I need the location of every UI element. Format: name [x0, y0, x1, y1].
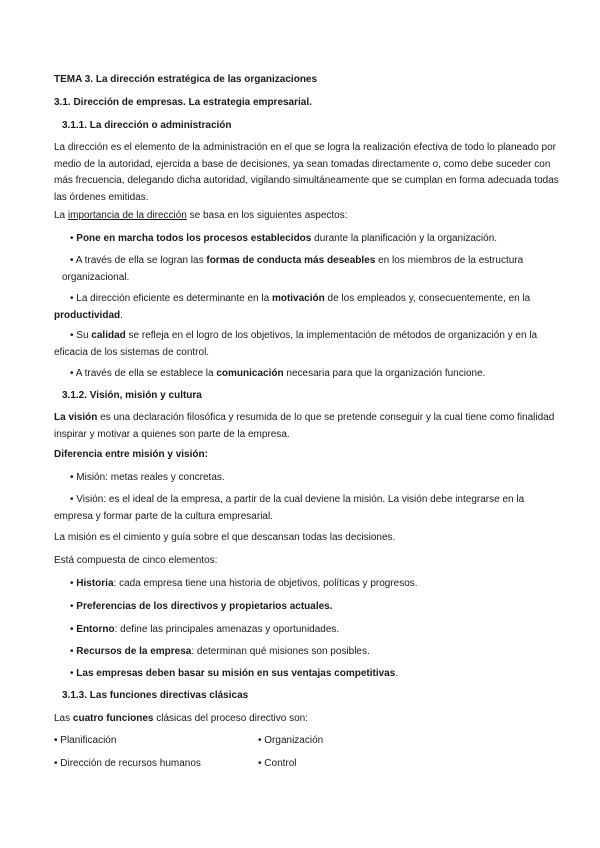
list-item: • Visión: es el ideal de la empresa, a partir de la cual deviene la misión. La visión debe integrarse en la empresa y formar parte de la cultura empresarial. — [54, 494, 525, 522]
list-item: • Recursos de la empresa: determinan qué misiones son posibles. — [70, 646, 370, 657]
paragraph: La misión es el cimiento y guía sobre el que descansan todas las decisiones. — [54, 532, 396, 543]
subsection-heading: 3.1.3. Las funciones directivas clásicas — [62, 690, 249, 701]
list-item: • Misión: metas reales y concretas. — [70, 472, 225, 483]
list-item: • Control — [258, 758, 297, 769]
list-item: • A través de ella se establece la comunicación necesaria para que la organización funcione. — [70, 368, 486, 379]
list-item: • Historia: cada empresa tiene una historia de objetivos, políticas y progresos. — [70, 578, 418, 589]
bold-heading: Diferencia entre misión y visión: — [54, 449, 208, 460]
paragraph: Está compuesta de cinco elementos: — [54, 555, 218, 566]
list-item: • Entorno: define las principales amenazas y oportunidades. — [70, 624, 340, 635]
list-item: • La dirección eficiente es determinante en la motivación de los empleados y, consecuentemente, en la productividad. — [54, 293, 531, 321]
list-item: • Las empresas deben basar su misión en sus ventajas competitivas. — [70, 668, 399, 679]
document-title: TEMA 3. La dirección estratégica de las organizaciones — [54, 74, 318, 85]
subsection-heading: 3.1.2. Visión, misión y cultura — [62, 390, 202, 401]
list-item: • Planificación — [54, 735, 117, 746]
underlined-term: importancia de la dirección — [67, 210, 187, 221]
list-item: • A través de ella se logran las formas de conducta más deseables en los miembros de la estructura organizacional. — [62, 255, 524, 283]
subsection-heading: 3.1.1. La dirección o administración — [62, 120, 232, 131]
list-item: • Su calidad se refleja en el logro de los objetivos, la implementación de métodos de organización y en la eficacia de los sistemas de control. — [54, 330, 538, 358]
paragraph: La visión es una declaración filosófica y resumida de lo que se pretende conseguir y la cual tiene como finalidad inspirar y motivar a quienes son parte de la empresa. — [54, 412, 555, 440]
list-item: • Pone en marcha todos los procesos establecidos durante la planificación y la organización. — [70, 233, 498, 244]
paragraph: La dirección es el elemento de la administración en el que se logra la realización efectiva de todo lo planeado por medio de la autoridad, ejercida a base de decisiones, ya sean tomadas directamente o, como debe suceder con más frecuencia, delegando dicha autoridad, vigilando simultáneamente que se cumplan en forma adecuada todas las órdenes emitidas. — [54, 142, 559, 203]
section-heading: 3.1. Dirección de empresas. La estrategia empresarial. — [54, 97, 312, 108]
list-item: • Organización — [258, 735, 324, 746]
list-item: • Preferencias de los directivos y propietarios actuales. — [70, 601, 333, 612]
paragraph: Las cuatro funciones clásicas del proceso directivo son: — [54, 713, 309, 724]
list-item: • Dirección de recursos humanos — [54, 758, 201, 769]
paragraph: La importancia de la dirección se basa en los siguientes aspectos: — [54, 210, 348, 221]
